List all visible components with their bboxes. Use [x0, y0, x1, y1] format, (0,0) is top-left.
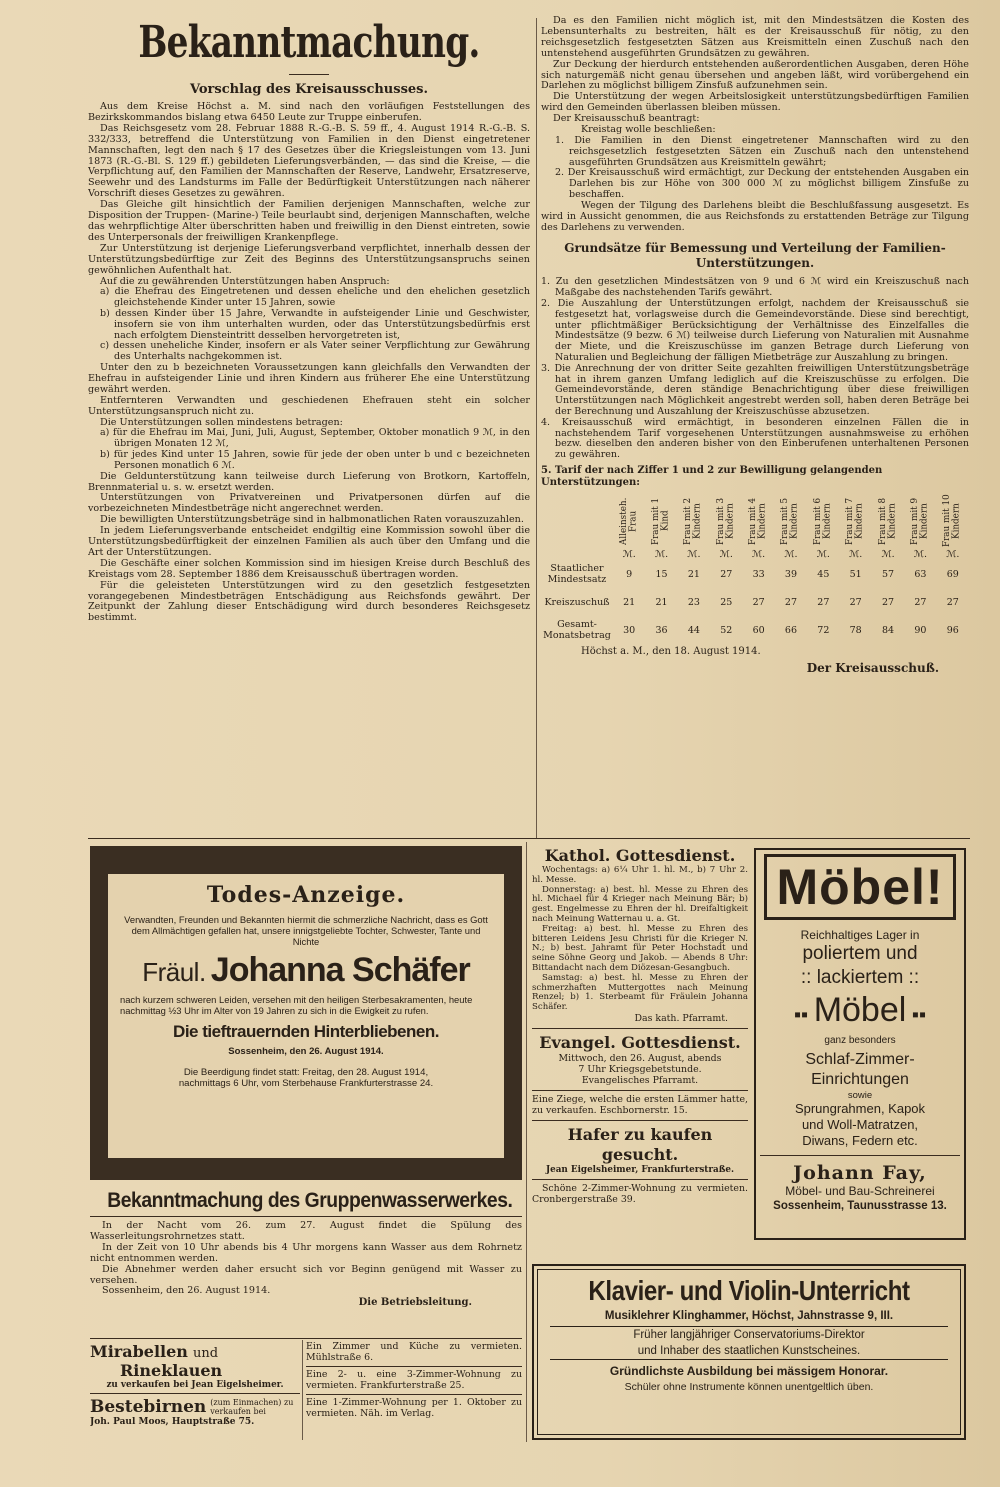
ev-line: 7 Uhr Kriegsgebetstunde. — [578, 1063, 702, 1075]
piano-line: Gründlichste Ausbildung bei mässigem Honorar. — [609, 1364, 889, 1378]
table-cell: 15 — [655, 568, 668, 580]
unit-cell: ℳ. — [946, 549, 960, 561]
paragraph: Entfernteren Verwandten und geschiedenen Ehefrauen steht ein solcher Unterstützungsanspruch nicht zu. — [88, 394, 530, 417]
lackiert-text: lackiertem — [816, 967, 904, 988]
paragraph: In der Nacht vom 26. zum 27. August findet die Spülung des Wasserleitungsrohrnetzes statt. — [90, 1220, 522, 1242]
right-column — [541, 16, 969, 836]
divider — [90, 1216, 522, 1217]
list-item: a) für die Ehefrau im Mai, Juni, Juli, August, September, Oktober monatlich 9 ℳ, in den übrigen Monaten 12 ℳ, — [100, 427, 530, 450]
table-cell: 27 — [914, 596, 927, 608]
table-cell: 27 — [784, 596, 798, 608]
birnen-line — [90, 1397, 300, 1417]
furniture-line: Diwans, Federn etc. — [802, 1133, 918, 1148]
left-column — [88, 14, 530, 836]
paragraph: In der Zeit von 10 Uhr abends bis 4 Uhr morgens kann Wasser aus dem Rohrnetz nicht entnommen werden. — [90, 1241, 522, 1264]
paragraph: Sossenheim, den 26. August 1914. — [102, 1285, 271, 1297]
funeral-info-2: nachmittags 6 Uhr, vom Sterbehause Frankfurterstrasse 24. — [178, 1078, 434, 1089]
table-cell: 57 — [882, 568, 895, 580]
table-cell: 84 — [882, 624, 895, 636]
paragraph: Unter den zu b bezeichneten Voraussetzungen kann gleichfalls den Verwandten der Ehefrau in aufsteigender Linie und ihren Kindern aus früherer Ehe eine Unterstützung gewährt werden. — [88, 361, 530, 395]
table-cell: 39 — [784, 568, 798, 580]
dots-icon: :: — [903, 967, 920, 988]
table-cell: 90 — [914, 624, 927, 636]
mourners: Die tieftrauernden Hinterbliebenen. — [173, 1022, 439, 1041]
unit-cell: ℳ. — [719, 549, 733, 561]
paragraph: Der Kreisausschuß beantragt: — [553, 113, 700, 125]
rental-ad: Ein Zimmer und Küche zu vermieten. Mühlstraße 6. — [306, 1342, 522, 1363]
unit-cell: ℳ. — [752, 549, 766, 561]
table-cell: 27 — [720, 568, 733, 580]
table-cell: 44 — [687, 624, 700, 636]
column-divider — [526, 842, 527, 1442]
furniture-line: und Woll-Matratzen, — [801, 1117, 919, 1132]
table-cell: 69 — [946, 568, 959, 580]
paragraph: Da es den Familien nicht möglich ist, mit den Mindestsätzen die Kosten des Lebensunterhalts zu bestreiten, hält es der Kreisausschuß für nötig, zu den reichsgesetzlich festgesetzten Sätzen aus Kreismitteln einen Zuschuß nach den untenstehend ausgeführten Grundsätzen zu gewähren. — [541, 16, 969, 59]
table-cell: 52 — [720, 624, 733, 636]
table-cell: 45 — [817, 568, 830, 580]
table-cell: 27 — [946, 596, 959, 608]
water-notice — [90, 1188, 522, 1338]
table-header: Alleinsteh. Frau — [618, 497, 639, 545]
announcement-title: Bekanntmachung. — [138, 17, 480, 68]
table-header: Frau mit 8 Kindern — [877, 497, 898, 545]
table-cell: 27 — [752, 596, 765, 608]
paragraph: Zur Deckung der hierdurch entstehenden außerordentlichen Ausgaben, deren Höhe sich naturgemäß nicht genau übersehen und angeben läßt, wird vorübergehend ein Darlehen zu möglichst billigem Zinsfuß aufzunehmen sein. — [541, 58, 969, 92]
divider — [306, 1366, 522, 1367]
amounts-list — [88, 428, 530, 471]
list-item: 1. Die Familien in den Dienst eingetretener Mannschaften wird zu den reichsgesetzlich festgesetzten Sätzen ein Zuschuß nach den untenstehend ausgeführten Grundsätzen aus Kreismitteln gewährt; — [555, 134, 969, 168]
table-header: Frau mit 3 Kindern — [715, 497, 736, 545]
divider — [532, 1120, 748, 1121]
list-item: 2. Der Kreisausschuß wird ermächtigt, zur Deckung der entstehenden Ausgaben ein Darlehen bis zur Höhe von 300 000 ℳ zu möglichst billigem Zinsfuße zu beschaffen. — [555, 167, 969, 200]
list-item: 1. Zu den gesetzlichen Mindestsätzen von 9 und 6 ℳ wird ein Kreiszuschuß nach Maßgabe des nachstehenden Tarifs gewährt. — [541, 276, 969, 299]
furniture-title: Möbel! — [764, 854, 956, 920]
furniture-maker-name: Johann Fay, — [793, 1162, 927, 1184]
death-notice-title: Todes-Anzeige. — [206, 882, 406, 908]
unit-cell: ℳ. — [881, 549, 895, 561]
moebel-word: Möbel — [813, 991, 907, 1029]
unit-cell: ℳ. — [913, 549, 927, 561]
evangelical-sign: Evangelisches Pfarramt. — [581, 1074, 699, 1086]
table-header: Frau mit 7 Kindern — [845, 497, 865, 545]
fruit-ads — [90, 1342, 300, 1442]
paragraph: Aus dem Kreise Höchst a. M. sind nach den vorläufigen Feststellungen des Bezirkskommandos bislang etwa 6450 Leute zur Truppe einberufen. — [88, 101, 530, 123]
death-notice-border — [90, 846, 522, 1180]
table-header-row — [541, 493, 969, 549]
list-item: a) die Ehefrau des Eingetretenen und dessen eheliche und den ehelichen gesetzlich gleichstehende Kinder unter 15 Jahren, sowie — [100, 286, 530, 309]
furniture-line: Einrichtungen — [811, 1071, 909, 1088]
mirabellen: Mirabellen — [90, 1342, 188, 1361]
table-header: Frau mit 4 Kindern — [748, 497, 768, 545]
fruit-seller: zu verkaufen bei Jean Eigelsheimer. — [106, 1380, 284, 1390]
square-icon: ▪▪ — [906, 1004, 927, 1026]
table-cell: 51 — [849, 568, 862, 580]
table-cell: 27 — [849, 596, 862, 608]
paragraph: In jedem Lieferungsverbande entscheidet endgiltig eine Kommission sowohl über die Unterstützungsbedürftigkeit der einzelnen Familien als auch über den Umfang und die Art der Unterstützungen. — [88, 525, 530, 558]
furniture-ad — [754, 848, 966, 1240]
furniture-line: sowie — [847, 1090, 873, 1101]
paragraph: Das Reichsgesetz vom 28. Februar 1888 R.-G.-B. S. 59 ff., 4. August 1914 R.-G.-B. S. 332/333, betreffend die Unterstützung von Familien in den Dienst eingetretener Mannschaften, legt den nach § 17 des Gesetzes über die Kriegsleistungen vom 13. Juni 1873 (R.-G.-Bl. S. 129 ff.) gebildeten Lieferungsverbänden, — das sind die Kreise, — die Verpflichtung auf, den Familien der Mannschaften der Reserve, Landwehr, Ersatzreserve, Seewehr und des Landsturms im Falle der Bedürftigkeit Unterstützungen nach näherer Vorschrift dieses Gesetzes zu gewähren. — [88, 122, 530, 200]
deceased-name-line — [120, 951, 492, 990]
piano-line: Früher langjähriger Conservatoriums-Direktor — [550, 1326, 948, 1343]
furniture-trade: Möbel- und Bau-Schreinerei — [785, 1184, 935, 1198]
church-services — [532, 846, 748, 1236]
furniture-word-line — [760, 990, 960, 1035]
rental-ads — [306, 1342, 522, 1442]
table-cell: 21 — [623, 596, 636, 608]
announcement-subtitle: Vorschlag des Kreisausschusses. — [189, 82, 429, 97]
section-divider — [88, 838, 970, 839]
ev-line: Mittwoch, den 26. August, abends — [558, 1052, 722, 1064]
funeral-info-1: Die Beerdigung findet statt: Freitag, den 28. August 1914, — [183, 1067, 429, 1078]
unit-cell: ℳ. — [784, 549, 798, 561]
unit-cell: ℳ. — [849, 549, 863, 561]
furniture-line: Sprungrahmen, Kapok — [794, 1101, 926, 1116]
table-row — [541, 560, 969, 588]
paragraph: Die Unterstützung der wegen Arbeitslosigkeit unterstützungsbedürftigen Familien wird den Gemeinden überlassen bleiben müssen. — [541, 91, 969, 114]
furniture-line: Reichhaltiges Lager in — [800, 928, 920, 942]
square-icon: ▪▪ — [793, 1004, 814, 1026]
evangelical-title: Evangel. Gottesdienst. — [539, 1032, 741, 1052]
table-cell: 78 — [849, 624, 862, 636]
list-item: b) für jedes Kind unter 15 Jahren, sowie für jede der oben unter b und c bezeichneten Personen monatlich 6 ℳ. — [100, 449, 530, 471]
list-item: 2. Die Auszahlung der Unterstützungen erfolgt, nachdem der Kreisausschuß sie festgesetzt hat, vorlagsweise durch die Gemeindevorstände. Diese sind berechtigt, unter pflichtmäßiger Berücksichtigung der Verhältnisse des Einzelfalles die Mindestsätze (9 bezw. 6 ℳ) teilweise durch Lieferung von Naturalien mit Ausnahme der Miete, und die Kreiszuschüsse im ganzen Betrage durch Lieferung von Naturalien und Begleichung der fälligen Mietbeträge zur Auszahlung zu bringen. — [541, 298, 969, 364]
service-line: Wochentags: a) 6¼ Uhr 1. hl. M., b) 7 Uhr 2. hl. Messe. — [532, 865, 748, 885]
water-sign: Die Betriebsleitung. — [358, 1297, 472, 1309]
piano-line: und Inhaber des staatlichen Kunstscheines. — [550, 1343, 948, 1360]
rental-ad: Eine 2- u. eine 3-Zimmer-Wohnung zu vermieten. Frankfurterstraße 25. — [306, 1369, 522, 1391]
hafer-title: Hafer zu kaufen gesucht. — [567, 1125, 713, 1165]
service-line: Samstag: a) best. hl. Messe zu Ehren der schmerzhaften Muttergottes nach Meinung Renzel; b) 1. Sterbeamt für Fräulein Johanna Schäfer. — [532, 972, 748, 1013]
paragraph: Die bewilligten Unterstützungsbeträge sind in halbmonatlichen Raten vorauszuzahlen. — [100, 514, 524, 526]
und: und — [193, 1346, 219, 1361]
furniture-address: Sossenheim, Taunusstrasse 13. — [773, 1200, 947, 1212]
column-divider — [536, 18, 537, 838]
service-line: Donnerstag: a) best. hl. Messe zu Ehren des hl. Michael für 4 Krieger nach Meinung Bär; b) gest. Engelmesse zu Ehren der hl. Dreifaltigkeit nach Meinung Watternau u. a. Gt. — [532, 884, 748, 924]
row-label: Gesamt-Monatsbetrag — [543, 619, 611, 642]
principles-list — [541, 277, 969, 461]
table-cell: 23 — [687, 596, 700, 608]
paragraph: Die Unterstützungen sollen mindestens betragen: — [100, 416, 343, 428]
table-cell: 21 — [687, 568, 700, 580]
table-unit-row — [541, 549, 969, 560]
table-cell: 27 — [882, 596, 895, 608]
dots-icon: :: — [800, 967, 817, 988]
piano-lessons-ad — [532, 1264, 966, 1440]
claims-list — [88, 287, 530, 363]
catholic-sign: Das kath. Pfarramt. — [634, 1012, 728, 1024]
service-line: Freitag: a) best. hl. Messe zu Ehren des bitteren Leidens Jesu Christi für die Krieger N. N.; b) best. Jahramt für Peter Hochstadt und seine Söhne Georg und Jakob. — Abends 8 Uhr: Bittandacht nach dem Diözesan-Gesangbuch. — [532, 923, 748, 973]
water-title: Bekanntmachung des Gruppenwasserwerkes. — [107, 1189, 513, 1212]
catholic-title: Kathol. Gottesdienst. — [544, 846, 736, 865]
furniture-line-lackiert — [760, 966, 960, 990]
table-row — [541, 588, 969, 616]
divider — [532, 1179, 748, 1180]
table-header: Frau mit 1 Kind — [651, 497, 671, 545]
paragraph: Kreistag wolle beschließen: — [581, 124, 716, 136]
birnen-seller: Joh. Paul Moos, Hauptstraße 75. — [90, 1417, 255, 1427]
deceased-name: Johanna Schäfer — [210, 951, 470, 989]
list-item: c) dessen uneheliche Kinder, insofern er als Vater seiner Verpflichtung zur Gewährung des Unterhalts nachgekommen ist. — [100, 340, 530, 363]
table-cell: 30 — [623, 624, 636, 636]
table-cell: 27 — [817, 596, 830, 608]
signature: Der Kreisausschuß. — [806, 661, 939, 676]
rental-ad: Eine 1-Zimmer-Wohnung per 1. Oktober zu vermieten. Näh. im Verlag. — [306, 1397, 522, 1419]
column-divider — [302, 1340, 303, 1440]
table-cell: 72 — [817, 624, 830, 636]
table-cell: 63 — [914, 568, 927, 580]
furniture-line: ganz besonders — [824, 1035, 896, 1046]
divider — [532, 1028, 748, 1029]
table-cell: 33 — [752, 568, 765, 580]
mirabellen-line — [90, 1342, 300, 1361]
unit-cell: ℳ. — [654, 549, 669, 561]
furniture-line: poliertem und — [802, 943, 918, 964]
table-cell: 60 — [752, 624, 765, 636]
death-place-date: Sossenheim, den 26. August 1914. — [228, 1046, 384, 1057]
list-item: b) dessen Kinder über 15 Jahre, Verwandte in aufsteigender Linie und Geschwister, insofern sie von ihm unterhalten wurden, oder das Unterstützungsbedürfnis erst nach erfolgtem Diensteintritt desselben hervorgetreten ist, — [100, 308, 530, 341]
table-cell: 96 — [946, 624, 959, 636]
furniture-line: Schlaf-Zimmer- — [805, 1051, 915, 1068]
divider — [289, 74, 329, 75]
paragraph: Das Gleiche gilt hinsichtlich der Familien derjenigen Mannschaften, welche zur Disposition der Truppen- (Marine-) Teile beurlaubt sind, derjenigen Mannschaften, welche das wehrpflichtige Alter überschritten haben und freiwillig in den Dienst eintreten, sowie des Unterpersonals der freiwilligen Krankenpflege. — [88, 199, 530, 243]
apartment-ad: Schöne 2-Zimmer-Wohnung zu vermieten. Cronbergerstraße 39. — [532, 1183, 748, 1205]
death-intro: Verwandten, Freunden und Bekannten hiermit die schmerzliche Nachricht, dass es Gott dem Allmächtigen gefallen hat, unsere innigstgeliebte Tochter, Schwester, Tante und Nichte — [124, 914, 488, 947]
table-row — [541, 616, 969, 644]
piano-line: Musiklehrer Klinghammer, Höchst, Jahnstrasse 9, III. — [604, 1310, 894, 1322]
piano-line: Schüler ohne Instrumente können unentgeltlich üben. — [624, 1381, 874, 1393]
death-notice — [108, 874, 504, 1158]
list-item: 3. Die Anrechnung der von dritter Seite gezahlten freiwilligen Unterstützungsbeträge hat in ihrem ganzen Umfang lediglich auf die Kreiszuschüsse zu erfolgen. Die Gemeindevorstände, deren ständige Benachrichtigung über diese freiwilligen Unterstützungen nach Möglichkeit angestrebt werden soll, haben deren Beträge bei der Berechnung und Auszahlung der Kreiszuschüsse abzusetzen. — [541, 362, 969, 418]
table-header: Frau mit 5 Kindern — [780, 497, 800, 545]
death-body: nach kurzem schweren Leiden, versehen mit den heiligen Sterbesakramenten, heute nachmittag ½3 Uhr im Alter von 19 Jahren zu sich in die Ewigkeit zu rufen. — [120, 994, 473, 1016]
divider — [90, 1393, 300, 1394]
row-label: Kreiszuschuß — [544, 596, 610, 608]
table-header: Frau mit 2 Kindern — [683, 497, 703, 545]
hafer-buyer: Jean Eigelsheimer, Frankfurterstraße. — [545, 1165, 735, 1176]
table-cell: 21 — [655, 596, 668, 608]
table-header: Frau mit 6 Kindern — [812, 497, 833, 545]
paragraph: Die Geldunterstützung kann teilweise durch Lieferung von Brotkorn, Kartoffeln, Brennmaterial u. s. w. ersetzt werden. — [88, 470, 530, 493]
table-cell: 36 — [655, 624, 668, 636]
goat-ad: Eine Ziege, welche die ersten Lämmer hatte, zu verkaufen. Eschbornerstr. 15. — [532, 1093, 748, 1116]
rineklauen: Rineklauen — [120, 1361, 223, 1380]
piano-title: Klavier- und Violin-Unterricht — [588, 1275, 910, 1306]
table-header: Frau mit 10 Kindern — [942, 494, 962, 548]
unit-cell: ℳ. — [687, 549, 701, 561]
table-cell: 9 — [626, 568, 633, 580]
paragraph: Die Geschäfte einer solchen Kommission sind im hiesigen Kreise durch Beschluß des Kreistags vom 28. September 1886 dem Kreisausschuß übertragen worden. — [88, 557, 530, 580]
divider — [532, 1090, 748, 1091]
paragraph: Auf die zu gewährenden Unterstützungen haben Anspruch: — [100, 275, 390, 287]
bestebirnen: Bestebirnen — [90, 1397, 207, 1417]
divider — [90, 1338, 522, 1339]
table-cell: 66 — [784, 624, 798, 636]
paragraph: Wegen der Tilgung des Darlehens bleibt die Beschlußfassung ausgesetzt. Es wird in Aussicht genommen, die aus Reichsfonds zu erstattenden Beträge zur Tilgung des Darlehens zu verwenden. — [541, 199, 969, 233]
unit-cell: ℳ. — [622, 549, 636, 561]
divider — [306, 1394, 522, 1395]
tarif-title: 5. Tarif der nach Ziffer 1 und 2 zur Bewilligung gelangenden Unterstützungen: — [541, 465, 883, 489]
date-line: Höchst a. M., den 18. August 1914. — [581, 646, 761, 658]
paragraph: Unterstützungen von Privatvereinen und Privatpersonen dürfen auf die vorbezeichneten Mindestbeträge nicht angerechnet werden. — [88, 492, 530, 515]
paragraph: Für die geleisteten Unterstützungen wird zu den gesetzlich festgesetzten vorangegebenen Mindestbeträgen Entschädigung aus Reichsfonds gewährt. Der Zeitpunkt der Zahlung dieser Entschädigung wird durch besonderes Reichsgesetz bestimmt. — [88, 579, 530, 624]
table-cell: 25 — [720, 596, 733, 608]
name-prefix: Fräul. — [142, 957, 206, 987]
paragraph: Die Abnehmer werden daher ersucht sich vor Beginn genügend mit Wasser zu versehen. — [90, 1263, 522, 1286]
resolutions-list — [541, 136, 969, 201]
table-corner — [541, 493, 613, 549]
piano-ad-inner — [537, 1269, 961, 1435]
unit-cell: ℳ. — [816, 549, 830, 561]
paragraph: Zur Unterstützung ist derjenige Lieferungsverband verpflichtet, innerhalb dessen der Unterstützungsbedürftige zur Zeit des Beginns des Unterstützungsanspruchs seinen gewöhnlichen Aufenthalt hat. — [88, 242, 530, 276]
birnen-note: (zum Einmachen) zu verkaufen bei — [210, 1398, 294, 1416]
tarif-table — [541, 493, 969, 644]
table-header: Frau mit 9 Kindern — [909, 497, 930, 545]
list-item: 4. Kreisausschuß wird ermächtigt, in besonderen einzelnen Fällen die in nachstehendem Tarif vorgesehenen Unterstützungen ausnahmsweise zu erhöhen bezw. dieselben den anderen bisher von den Einberufenen unterhaltenen Personen zu gewähren. — [541, 416, 969, 461]
principles-title: Grundsätze für Bemessung und Verteilung der Familien-Unterstützungen. — [564, 241, 946, 271]
divider — [760, 1155, 960, 1156]
row-label: Staatlicher Mindestsatz — [547, 563, 607, 586]
